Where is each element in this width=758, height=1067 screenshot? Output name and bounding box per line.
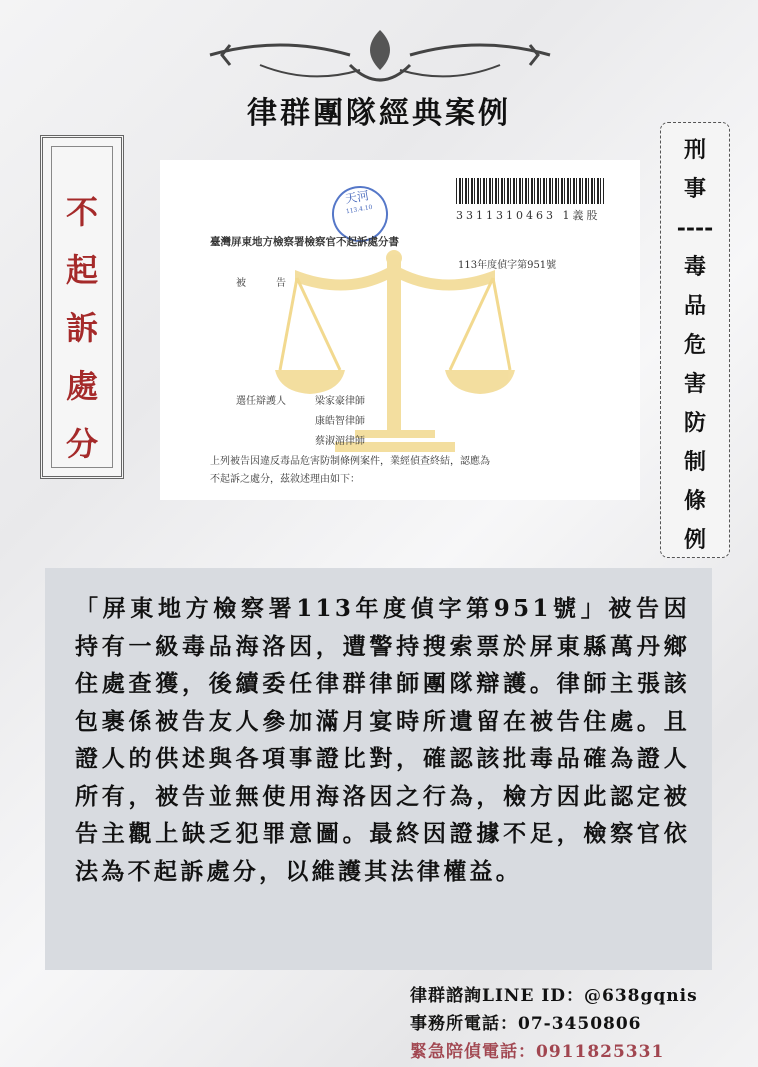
category-char: 條 [683, 488, 706, 514]
defendant-label: 被 告 [236, 278, 286, 289]
category-char: 刑 [683, 137, 706, 163]
document-body-line: 不起訴之處分，茲敘述理由如下： [210, 474, 360, 485]
category-char: 害 [683, 371, 706, 397]
lawyer-name: 康皓智律師 [315, 416, 365, 427]
scales-of-justice-icon [275, 250, 515, 455]
case-summary-box [45, 568, 712, 970]
category-char: 毒 [683, 254, 706, 280]
category-char: ---- [676, 215, 714, 241]
category-char: 例 [683, 527, 706, 553]
document-heading: 臺灣屏東地方檢察署檢察官不起訴處分書 [210, 236, 399, 248]
verdict-char: 起 [65, 251, 98, 289]
ornament-divider [200, 25, 560, 95]
category-char: 事 [683, 176, 706, 202]
case-number: 113年度偵字第951號 [458, 260, 557, 271]
verdict-char: 分 [65, 425, 98, 463]
received-stamp: 天河 113.4.10 [328, 182, 393, 247]
emergency-phone: 緊急陪偵電話：0911825331 [410, 1042, 665, 1062]
case-summary-text: 「屏東地方檢察署113年度偵字第951號」被告因持有一級毒品海洛因，遭警持搜索票於屏東縣萬丹鄉住處查獲，後續委任律群律師團隊辯護。律師主張該包裹係被告友人參加滿月宴時所遺留在被告住處。且證人的供述與各項事證比對，確認該批毒品確為證人所有，被告並無使用海洛因之行為，檢方因此認定被告主觀上缺乏犯罪意圖。最終因證據不足，檢察官依法為不起訴處分，以維護其法律權益。 [75, 595, 690, 885]
category-char: 危 [683, 332, 706, 358]
line-id: 律群諮詢LINE ID：@638gqnis [410, 986, 698, 1006]
barcode-number: 3311310463 1義股 [456, 209, 601, 222]
barcode [456, 178, 604, 204]
verdict-char: 不 [65, 193, 98, 231]
page-title: 律群團隊經典案例 [247, 96, 511, 131]
office-phone: 事務所電話：07-3450806 [410, 1014, 642, 1034]
counsel-label: 選任辯護人 [236, 396, 286, 407]
verdict-char: 處 [65, 367, 98, 405]
category-char: 品 [683, 293, 706, 319]
category-char: 防 [683, 410, 706, 436]
lawyer-name: 梁家豪律師 [315, 396, 365, 407]
contact-info [410, 982, 698, 1066]
document-image [160, 160, 640, 500]
category-char: 制 [683, 449, 706, 475]
verdict-char: 訴 [65, 309, 98, 347]
verdict-label-box [40, 135, 124, 479]
lawyer-name: 蔡淑湄律師 [315, 436, 365, 447]
case-category-box [660, 122, 730, 558]
document-body-line: 上列被告因違反毒品危害防制條例案件，業經偵查終結，認應為 [210, 456, 490, 467]
